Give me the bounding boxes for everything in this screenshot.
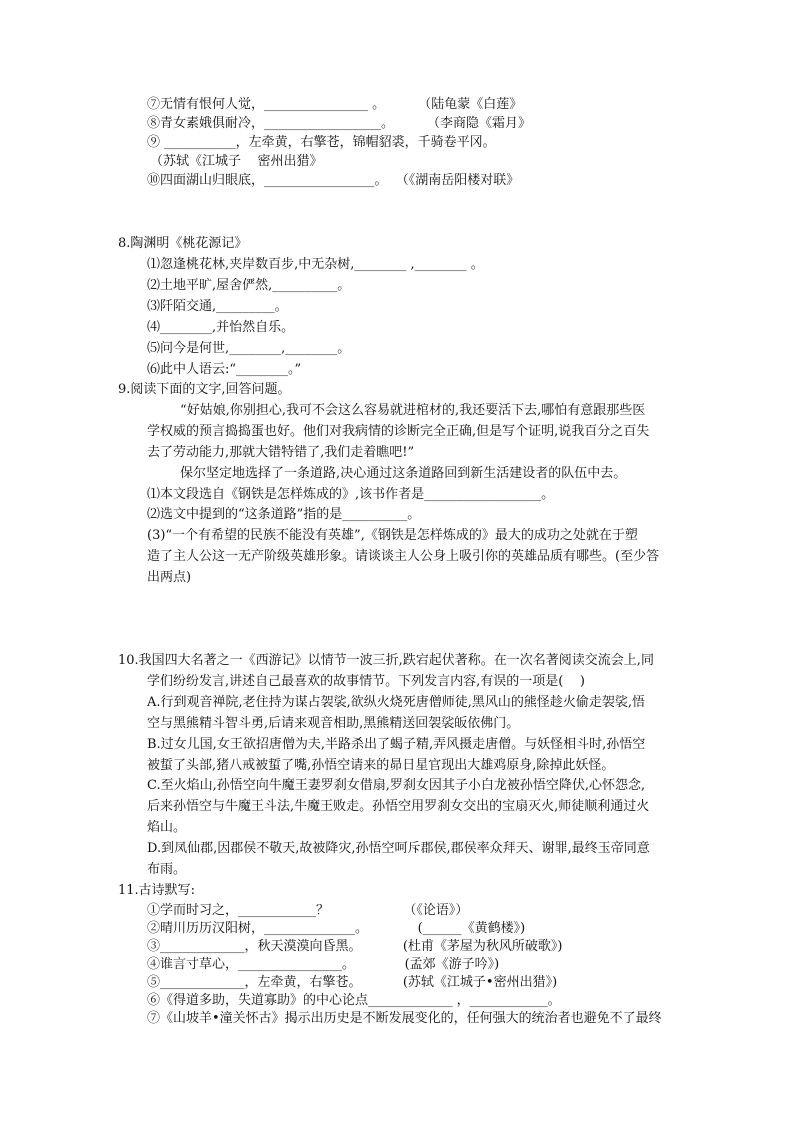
option-d: D.到凤仙郡,因郡侯不敬天,故被降灾,孙悟空呵斥郡侯,郡侯率众拜天、谢罪,最终玉帝同意	[147, 841, 650, 856]
question-10-title: 学们纷纷发言,讲述自己最喜欢的故事情节。下列发言内容,有误的一项是( )	[147, 674, 585, 689]
option-b: 被蜇了头部,猪八戒被蜇了嘴,孙悟空请来的昴日星官现出大雄鸡原身,除掉此妖怪。	[147, 758, 615, 773]
poem-line-7: ⑦无情有恨何人觉，________________ 。 （陆龟蒙《白莲》	[147, 97, 523, 112]
question-11-title: 11.古诗默写:	[118, 883, 196, 898]
passage-line: 去了劳动能力,那就大错特错了,我们走着瞧吧!”	[147, 445, 415, 460]
question-9-item-2: ⑵选文中提到的“这条道路”指的是__________。	[147, 507, 421, 522]
option-b: B.过女儿国,女王欲招唐僧为夫,半路杀出了蝎子精,弄风摄走唐僧。与妖怪相斗时,孙悟空	[147, 737, 646, 752]
question-8-item-5: ⑸问今是何世,________,________。	[147, 341, 351, 356]
poem-line-9: ⑨ ___________，左牵黄，右擎苍，锦帽貂裘，千骑卷平冈。	[147, 135, 496, 150]
question-9-item-1: ⑴本文段选自《钢铁是怎样炼成的》,该书作者是__________________。	[147, 487, 555, 502]
question-8-title: 8.陶渊明《桃花源记》	[118, 236, 248, 251]
question-8-item-4: ⑷________,并怡然自乐。	[147, 320, 295, 335]
question-9-item-3: (3)“一个有希望的民族不能没有英雄”,《钢铁是怎样炼成的》最大的成功之处就在于塑	[147, 528, 638, 543]
question-8-item-6: ⑹此中人语云:“________。”	[147, 362, 302, 377]
passage-line: 保尔坚定地选择了一条道路,决心通过这条道路回到新生活建设者的队伍中去。	[147, 466, 627, 481]
question-9-title: 9.阅读下面的文字,回答问题。	[118, 382, 291, 397]
option-c: 后来孙悟空与牛魔王斗法,牛魔王败走。孙悟空用罗刹女交出的宝扇灭火,师徒顺利通过火	[147, 799, 650, 814]
question-9-item-3: 造了主人公这一无产阶级英雄形象。请谈谈主人公身上吸引你的英雄品质有哪些。(至少答	[147, 549, 660, 564]
question-11-item-7: ⑦《山坡羊•潼关怀古》揭示出历史是不断发展变化的，任何强大的统治者也避免不了最终	[147, 1011, 662, 1026]
passage-line: 学权威的预言捣捣蛋也好。他们对我病情的诊断完全正确,但是写个证明,说我百分之百失	[147, 424, 650, 439]
question-8-item-3: ⑶阡陌交通,_________。	[147, 299, 288, 314]
question-11-item-5: ⑤_____________，左牵黄，右擎苍。 (苏轼《江城子•密州出猎》)	[147, 975, 558, 990]
question-8-item-2: ⑵土地平旷,屋舍俨然,__________。	[147, 278, 351, 293]
question-9-item-3: 出两点)	[147, 570, 192, 585]
poem-line-9-source: （苏轼《江城子 密州出猎》	[150, 154, 323, 169]
option-a: 空与黑熊精斗智斗勇,后请来观音相助,黑熊精送回袈裟皈依佛门。	[147, 716, 520, 731]
option-c: 焰山。	[147, 820, 187, 835]
option-d: 布雨。	[147, 862, 187, 877]
question-11-item-1: ①学而时习之，____________？ （《论语》）	[147, 903, 469, 918]
passage-line: “好姑娘,你别担心,我可不会这么容易就进棺材的,我还要活下去,哪怕有意跟那些医	[147, 403, 646, 418]
question-11-item-6: ⑥《得道多助，失道寡助》的中心论点_____________ ，____________。	[147, 993, 561, 1008]
question-10-title: 10.我国四大名著之一《西游记》以情节一波三折,跌宕起伏著称。在一次名著阅读交流会上,同	[118, 653, 654, 668]
option-c: C.至火焰山,孙悟空向牛魔王妻罗刹女借扇,罗刹女因其子小白龙被孙悟空降伏,心怀怨念,	[147, 778, 646, 793]
option-a: A.行到观音禅院,老住持为谋占袈裟,欲纵火烧死唐僧师徒,黑风山的熊怪趁火偷走袈裟,悟	[147, 695, 646, 710]
question-11-item-4: ④谁言寸草心，________________。 (孟郊《游子吟》)	[147, 957, 500, 972]
question-11-item-3: ③_____________，秋天漠漠向昏黑。 (杜甫《茅屋为秋风所破歌》)	[147, 939, 563, 954]
poem-line-8: ⑧青女素娥俱耐冷，__________________。 （李商隐《霜月》	[147, 116, 532, 131]
question-11-item-2: ②晴川历历汉阳树，______________。 (______《黄鹤楼》)	[147, 921, 526, 936]
question-8-item-1: ⑴忽逢桃花林,夹岸数百步,中无杂树,________ ,________ 。	[147, 257, 484, 272]
poem-line-10: ⑩四面湖山归眼底，_________________。 （《湖南岳阳楼对联》	[147, 173, 520, 188]
